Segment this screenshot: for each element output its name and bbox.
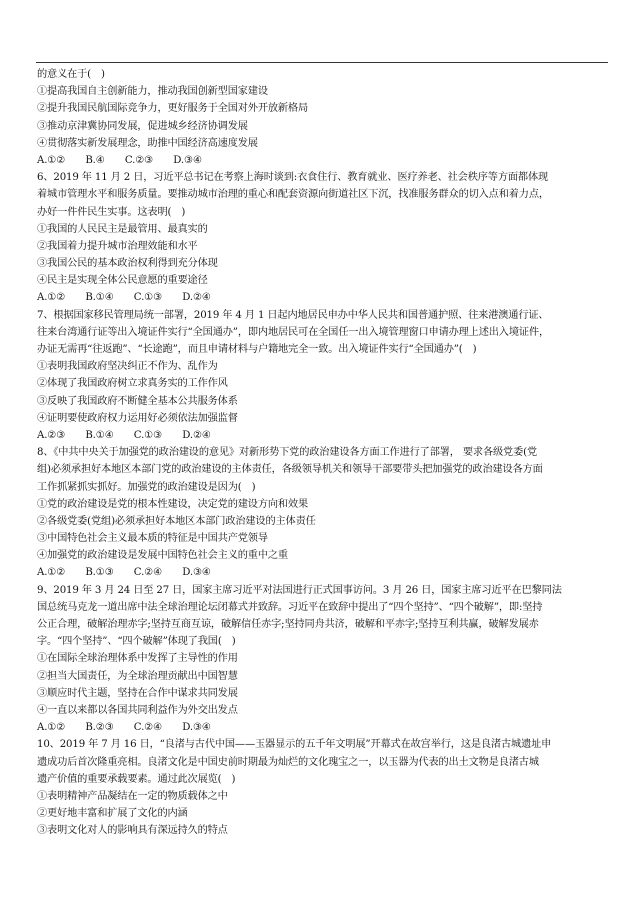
option-line: ①我国的人民民主是最管用、最真实的 — [37, 223, 208, 235]
option-line: ③我国公民的基本政治权利得到充分体现 — [37, 258, 218, 270]
answer-choices: A.①② B.①④ C.①③ D.②④ — [37, 292, 211, 304]
option-line: ②担当大国责任，为全球治理贡献出中国智慧 — [37, 670, 238, 682]
question-stem: 国总统马克龙一道出席中法全球治理论坛闭幕式并致辞。习近平在致辞中提出了“四个坚持”、“四个破解”，即:坚持 — [37, 601, 543, 613]
question-stem: 7、根据国家移民管理局统一部署，2019 年 4 月 1 日起内地居民申办中华人民共和国普通护照、往来港澳通行证、 — [37, 309, 549, 321]
option-line: ③推动京津冀协同发展，促进城乡经济协调发展 — [37, 120, 248, 132]
question-stem: 办好一件件民生实事。这表明( ) — [37, 206, 186, 218]
question-stem: 遗成功后首次隆重亮相。良渚文化是中国史前时期最为灿烂的文化瑰宝之一，以玉器为代表的出土文物是良渚古城 — [37, 756, 539, 768]
option-line: ④贯彻落实新发展理念，助推中国经济高速度发展 — [37, 137, 258, 149]
option-line: ①表明精神产品凝结在一定的物质载体之中 — [37, 790, 228, 802]
option-line: ②提升我国民航国际竞争力，更好服务于全国对外开放新格局 — [37, 103, 309, 115]
option-line: ②我国着力提升城市治理效能和水平 — [37, 240, 198, 252]
question-stem: 公正合理，破解治理赤字;坚持互商互谅，破解信任赤字;坚持同舟共济，破解和平赤字;坚持互利共赢，破解发展赤 — [37, 619, 539, 630]
question-stem: 6、2019 年 11 月 2 日，习近平总书记在考察上海时谈到:衣食住行、教育就业、医疗养老、社会秩序等方面都体现 — [37, 172, 549, 184]
question-stem: 字。“四个坚持”、“四个破解”体现了我国( ) — [37, 636, 236, 648]
question-stem: 着城市管理水平和服务质量。要推动城市治理的重心和配套资源向街道社区下沉，找准服务群众的切入点和着力点， — [37, 189, 549, 201]
question-stem: 遗产价值的重要承载要素。通过此次展览( ) — [37, 773, 236, 785]
question-6 — [37, 169, 611, 307]
option-line: ④一直以来都以各国共同利益作为外交出发点 — [37, 704, 238, 716]
option-line: ④证明要使政府权力运用好必须依法加强监督 — [37, 412, 238, 424]
question-stem: 工作抓紧抓实抓好。加强党的政治建设是因为( ) — [37, 481, 256, 493]
option-line: ③顺应时代主题，坚持在合作中谋求共同发展 — [37, 687, 238, 699]
question-stem: 办证无需再“往返跑”、“长途跑”，而且申请材料与户籍地完全一致。出入境证件实行“全国通办”( ) — [37, 344, 477, 355]
stem-tail: 的意义在于( ) — [37, 69, 105, 80]
option-line: ③反映了我国政府不断健全基本公共服务体系 — [37, 395, 238, 407]
answer-choices: A.①② B.④ C.②③ D.③④ — [37, 154, 202, 166]
exam-page — [37, 66, 611, 839]
question-10 — [37, 736, 611, 839]
option-line: ④加强党的政治建设是发展中国特色社会主义的重中之重 — [37, 550, 288, 562]
option-line: ②体现了我国政府树立求真务实的工作作风 — [37, 378, 228, 390]
question-stem: 9、2019 年 3 月 24 日至 27 日，国家主席习近平对法国进行正式国事访问。3 月 26 日，国家主席习近平在巴黎同法 — [37, 584, 562, 596]
question-7 — [37, 307, 611, 445]
answer-choices: A.①② B.①③ C.②④ D.③④ — [37, 567, 211, 579]
question-9 — [37, 582, 611, 737]
question-stem: 往来台湾通行证等出入境证件实行“全国通办”，即内地居民可在全国任一出入境管理窗口申请办理上述出入境证件， — [37, 326, 549, 338]
question-stem: 组)必须承担好本地区本部门党的政治建设的主体责任，各级领导机关和领导干部要带头把加强党的政治建设各方面 — [37, 464, 543, 476]
option-line: ①提高我国自主创新能力，推动我国创新型国家建设 — [37, 86, 268, 98]
answer-choices: A.①② B.②③ C.②④ D.③④ — [37, 722, 211, 734]
option-line: ④民主是实现全体公民意愿的重要途径 — [37, 275, 208, 287]
answer-choices: A.②③ B.①④ C.①③ D.②④ — [37, 429, 211, 441]
top-rule — [36, 62, 608, 63]
option-line: ③表明文化对人的影响具有深远持久的特点 — [37, 825, 228, 837]
question-8 — [37, 444, 611, 582]
question-stem: 10、2019 年 7 月 16 日，“良渚与古代中国——玉器显示的五千年文明展”开幕式在故宫举行，这是良渚古城遗址申 — [37, 739, 552, 751]
option-line: ①表明我国政府坚决纠正不作为、乱作为 — [37, 361, 218, 373]
intro-block — [37, 66, 611, 169]
option-line: ①党的政治建设是党的根本性建设，决定党的建设方向和效果 — [37, 498, 309, 510]
option-line: ①在国际全球治理体系中发挥了主导性的作用 — [37, 653, 238, 665]
option-line: ②更好地丰富和扩展了文化的内涵 — [37, 808, 188, 820]
question-stem: 8、《中共中央关于加强党的政治建设的意见》对新形势下党的政治建设各方面工作进行了部署， 要求各级党委(党 — [37, 447, 537, 459]
option-line: ③中国特色社会主义最本质的特征是中国共产党领导 — [37, 533, 268, 545]
option-line: ②各级党委(党组)必须承担好本地区本部门政治建设的主体责任 — [37, 515, 316, 527]
